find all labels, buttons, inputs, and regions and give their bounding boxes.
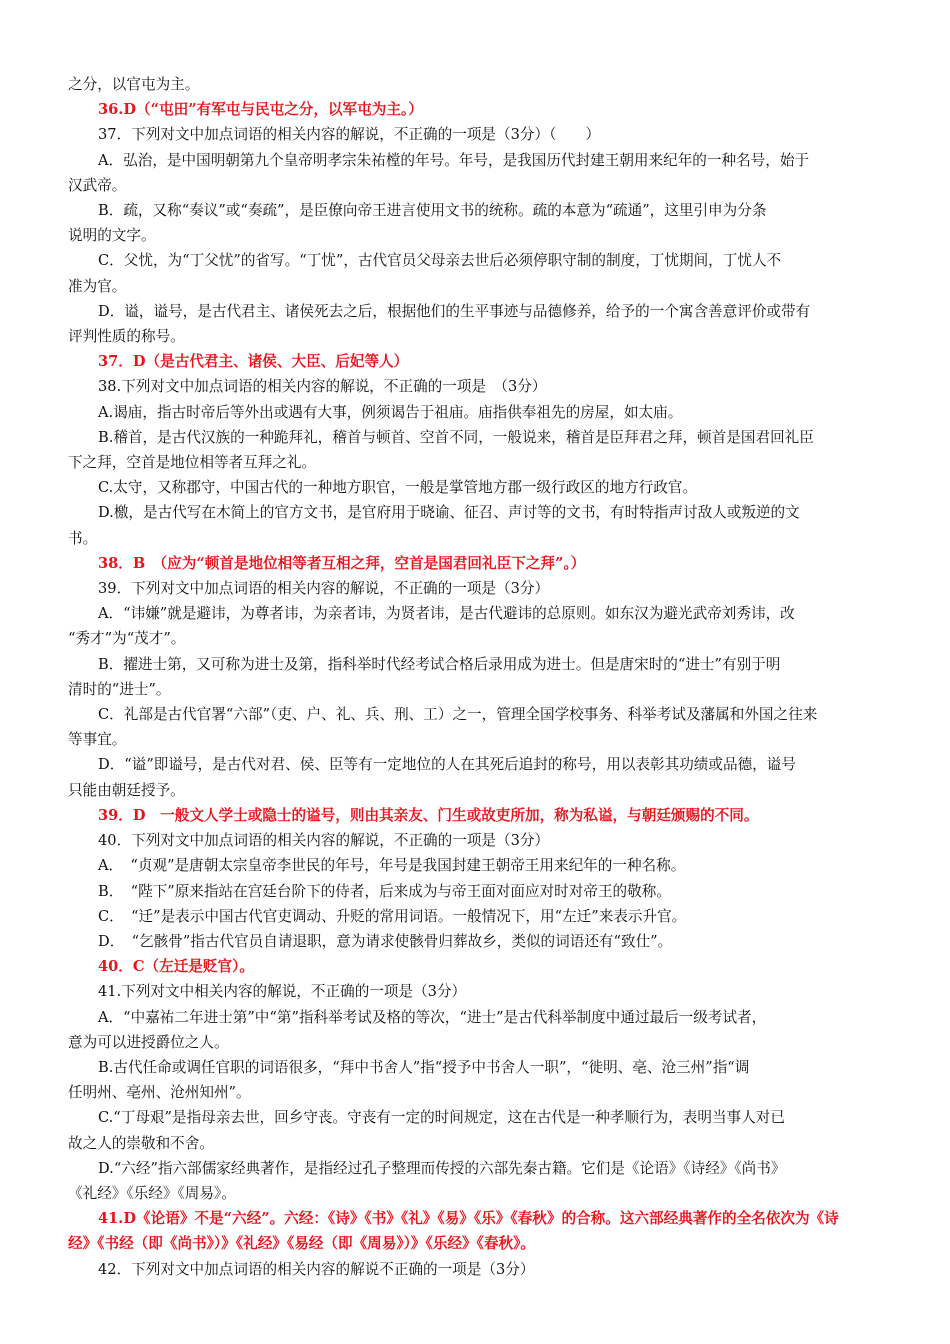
answer-line: 36.D（“屯田”有军屯与民屯之分，以军屯为主。）	[98, 101, 423, 119]
text-line: A．弘治，是中国明朝第九个皇帝明孝宗朱祐樘的年号。年号，是我国历代封建王朝用来纪年的一种名号，始于	[98, 151, 810, 169]
text-line: 任明州、亳州、沧州知州”。	[68, 1084, 251, 1102]
text-line: D.檄，是古代写在木简上的官方文书，是官府用于晓谕、征召、声讨等的文书，有时特指声讨敌人或叛逆的文	[98, 504, 800, 522]
text-line: D．谥，谥号，是古代君主、诸侯死去之后，根据他们的生平事迹与品德修养，给予的一个寓含善意评价或带有	[98, 302, 811, 320]
text-line: 意为可以进授爵位之人。	[68, 1033, 229, 1051]
answer-line: 经》《书经（即《尚书》）》《礼经》《易经（即《周易》）》《乐经》《春秋》。	[68, 1235, 535, 1253]
text-line: 说明的文字。	[68, 227, 156, 245]
text-line: C.“丁母艰”是指母亲去世，回乡守丧。守丧有一定的时间规定，这在古代是一种孝顺行为，表明当事人对已	[98, 1109, 785, 1127]
text-line: 《礼经》《乐经》《周易》。	[68, 1184, 236, 1202]
text-line: 42．下列对文中加点词语的相关内容的解说不正确的一项是（3分）	[98, 1260, 535, 1278]
text-line: 41.下列对文中相关内容的解说，不正确的一项是（3分）	[98, 983, 467, 1001]
answer-line: 39．D 一般文人学士或隐士的谥号，则由其亲友、门生或故吏所加，称为私谥，与朝廷颁赐的不同。	[98, 806, 759, 824]
document-page	[68, 72, 886, 1282]
answer-line: 38．B （应为“顿首是地位相等者互相之拜，空首是国君回礼臣下之拜”。）	[98, 554, 586, 572]
text-line: 40．下列对文中加点词语的相关内容的解说，不正确的一项是（3分）	[98, 832, 550, 850]
answer-line: 41.D《论语》不是“六经”。六经：《诗》《书》《礼》《易》《乐》《春秋》的合称。这六部经典著作的全名依次为《诗	[98, 1210, 839, 1228]
text-line: C．父忧，为“丁父忧”的省写。“丁忧”，古代官员父母亲去世后必须停职守制的制度，丁忧期间，丁忧人不	[98, 252, 782, 270]
text-line: 清时的“进士”。	[68, 680, 171, 698]
text-line: 只能由朝廷授予。	[68, 781, 185, 799]
text-line: 下之拜，空首是地位相等者互拜之礼。	[68, 454, 317, 472]
text-line: B．疏，又称“奏议”或“奏疏”，是臣僚向帝王进言使用文书的统称。疏的本意为“疏通”，这里引申为分条	[98, 202, 767, 220]
text-line: 汉武帝。	[68, 176, 127, 194]
text-line: C.太守，又称郡守，中国古代的一种地方职官，一般是掌管地方郡一级行政区的地方行政官。	[98, 479, 698, 497]
text-line: 39．下列对文中加点词语的相关内容的解说，不正确的一项是（3分）	[98, 580, 550, 598]
text-line: 故之人的崇敬和不舍。	[68, 1134, 214, 1152]
text-line: B.古代任命或调任官职的词语很多，“拜中书舍人”指“授予中书舍人一职”，“徙明、亳、沧三州”指“调	[98, 1058, 750, 1076]
text-line: C．礼部是古代官署“六部”（吏、户、礼、兵、刑、工）之一，管理全国学校事务、科举考试及藩属和外国之往来	[98, 706, 818, 724]
text-line: “秀才”为“茂才”。	[68, 630, 186, 648]
text-line: 评判性质的称号。	[68, 328, 185, 346]
text-line: 38.下列对文中加点词语的相关内容的解说，不正确的一项是 （3分）	[98, 378, 547, 396]
text-line: B．擢进士第，又可称为进士及第，指科举时代经考试合格后录用成为进士。但是唐宋时的“进士”有别于明	[98, 655, 781, 673]
answer-line: 37．D（是古代君主、诸侯、大臣、后妃等人）	[98, 353, 409, 371]
text-line: B． “陛下”原来指站在宫廷台阶下的侍者，后来成为与帝王面对面应对时对帝王的敬称。	[98, 882, 671, 900]
text-line: 37．下列对文中加点词语的相关内容的解说，不正确的一项是（3分）（ ）	[98, 126, 601, 144]
text-line: 之分，以官屯为主。	[68, 76, 200, 93]
text-line: A．“中嘉祐二年进士第”中“第”指科举考试及格的等次，“进士”是古代科举制度中通过最后一级考试者，	[98, 1008, 767, 1026]
text-line: A．“讳嫌”就是避讳，为尊者讳，为亲者讳，为贤者讳，是古代避讳的总原则。如东汉为避光武帝刘秀讳，改	[98, 605, 795, 623]
text-line: B.稽首，是古代汉族的一种跪拜礼，稽首与顿首、空首不同，一般说来，稽首是臣拜君之拜，顿首是国君回礼臣	[98, 428, 814, 446]
text-line: A.谒庙，指古时帝后等外出或遇有大事，例须谒告于祖庙。庙指供奉祖先的房屋，如太庙。	[98, 403, 683, 421]
text-line: C． “迁”是表示中国古代官吏调动、升贬的常用词语。一般情况下，用“左迁”来表示升官。	[98, 907, 687, 925]
text-line: 准为官。	[68, 277, 127, 295]
text-line: 等事宜。	[68, 731, 127, 749]
answer-line: 40．C（左迁是贬官）。	[98, 958, 254, 976]
text-line: D.“六经”指六部儒家经典著作，是指经过孔子整理而传授的六部先秦古籍。它们是《论语》《诗经》《尚书》	[98, 1159, 786, 1177]
text-line: D．“谥”即谥号，是古代对君、侯、臣等有一定地位的人在其死后追封的称号，用以表彰其功绩或品德，谥号	[98, 756, 796, 774]
text-line: 书。	[68, 529, 98, 547]
text-line: D． “乞骸骨”指古代官员自请退职，意为请求使骸骨归葬故乡，类似的词语还有“致仕”。	[98, 932, 673, 950]
text-line: A． “贞观”是唐朝太宗皇帝李世民的年号，年号是我国封建王朝帝王用来纪年的一种名称。	[98, 857, 686, 875]
